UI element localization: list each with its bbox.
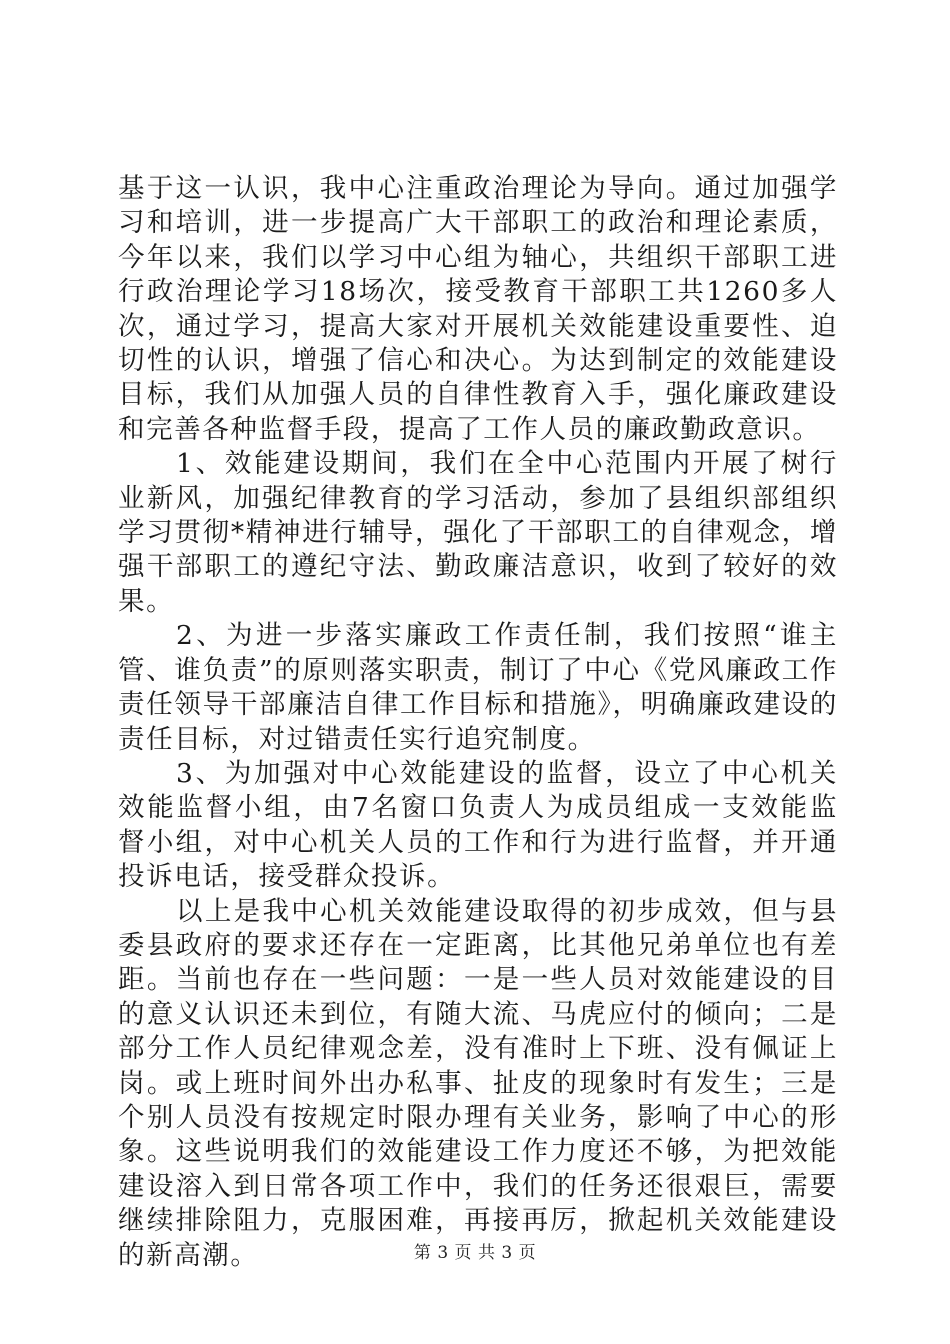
paragraph-conclusion: 以上是我中心机关效能建设取得的初步成效，但与县委县政府的要求还存在一定距离，比其他兄弟单位也有差距。当前也存在一些问题：一是一些人员对效能建设的目的意义认识还未到位，有随大流、马虎应付的倾向；二是部分工作人员纪律观念差，没有准时上下班、没有佩证上岗。或上班时间外出办私事、扯皮的现象时有发生；三是个别人员没有按规定时限办理有关业务，影响了中心的形象。这些说明我们的效能建设工作力度还不够，为把效能建设溶入到日常各项工作中，我们的任务还很艰巨，需要继续排除阻力，克服困难，再接再厉，掀起机关效能建设的新高潮。 <box>118 895 838 1271</box>
document-body <box>118 172 838 1273</box>
page-number-footer: 第 3 页 共 3 页 <box>413 1243 537 1263</box>
paragraph-intro: 基于这一认识，我中心注重政治理论为导向。通过加强学习和培训，进一步提高广大干部职工的政治和理论素质，今年以来，我们以学习中心组为轴心，共组织干部职工进行政治理论学习18场次，接受教育干部职工共1260多人次，通过学习，提高大家对开展机关效能建设重要性、迫切性的认识，增强了信心和决心。为达到制定的效能建设目标，我们从加强人员的自律性教育入手，强化廉政建设和完善各种监督手段，提高了工作人员的廉政勤政意识。 <box>118 173 838 445</box>
paragraph-item-2: 2、为进一步落实廉政工作责任制，我们按照“谁主管、谁负责”的原则落实职责，制订了中心《党风廉政工作责任领导干部廉洁自律工作目标和措施》，明确廉政建设的责任目标，对过错责任实行追究制度。 <box>118 620 838 755</box>
paragraph-item-3: 3、为加强对中心效能建设的监督，设立了中心机关效能监督小组，由7名窗口负责人为成员组成一支效能监督小组，对中心机关人员的工作和行为进行监督，并开通投诉电话，接受群众投诉。 <box>118 757 838 893</box>
paragraph-item-1: 1、效能建设期间，我们在全中心范围内开展了树行业新风，加强纪律教育的学习活动，参加了县组织部组织学习贯彻*精神进行辅导，强化了干部职工的自律观念，增强干部职工的遵纪守法、勤政廉洁意识，收到了较好的效果。 <box>118 448 838 617</box>
